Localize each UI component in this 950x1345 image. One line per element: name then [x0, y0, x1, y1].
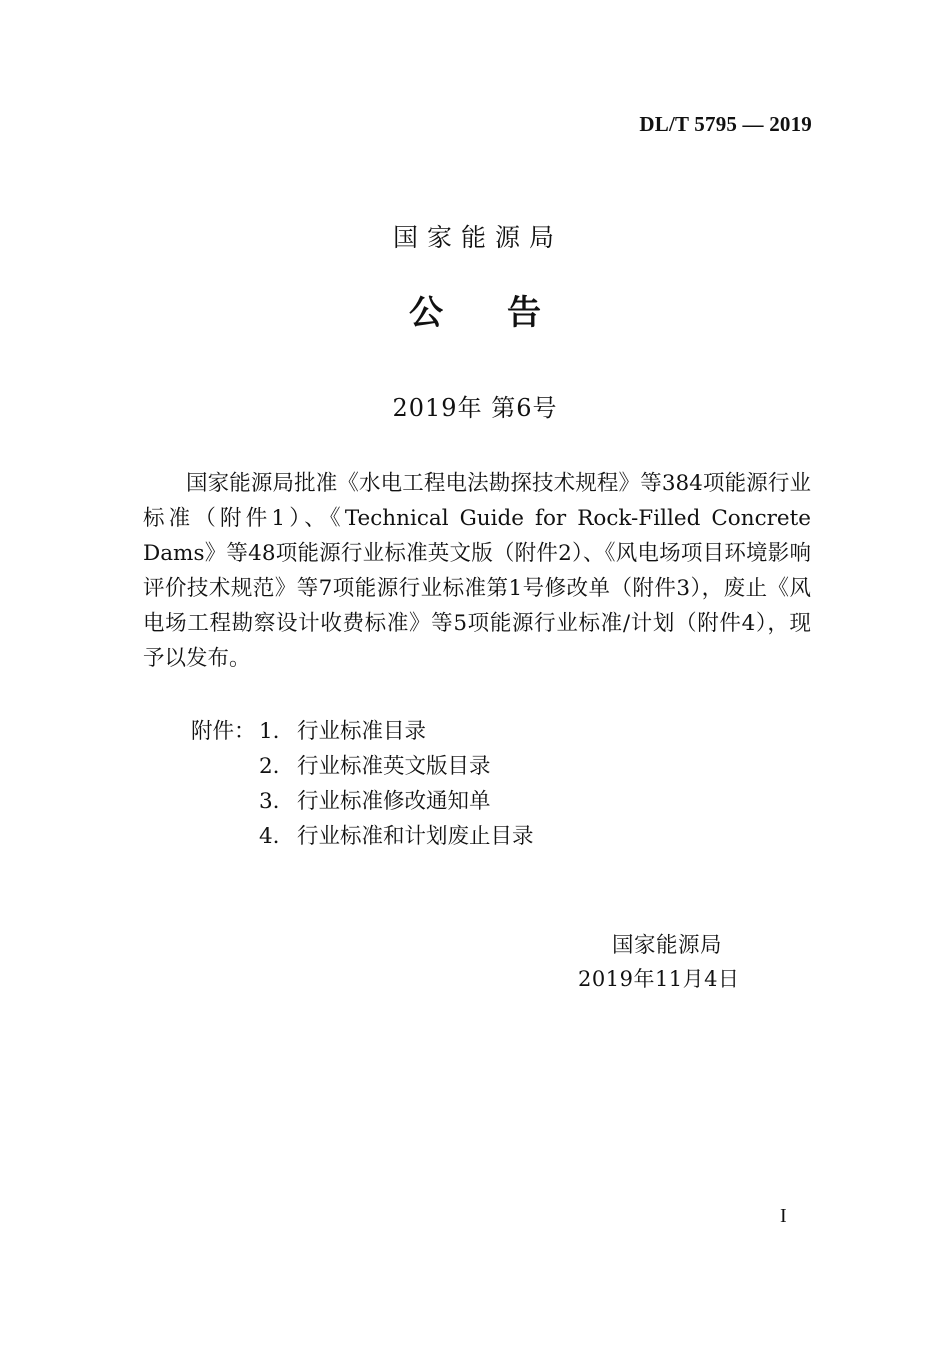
attachment-list	[191, 714, 534, 854]
signature-organization: 国家能源局	[612, 933, 723, 958]
page-number: I	[780, 1205, 787, 1227]
announcement-body: 国家能源局批准《水电工程电法勘探技术规程》等384项能源行业标准（附件1）、《Technical Guide for Rock-Filled Concrete Dams》等48项能源行业标准英文版（附件2）、《风电场项目环境影响评价技术规范》等7项能源行业标准第1号修改单（附件3），废止《风电场工程勘察设计收费标准》等5项能源行业标准/计划（附件4），现予以发布。	[143, 471, 811, 671]
attachment-number: 4.	[259, 824, 280, 849]
announcement-number: 2019年 第6号	[392, 394, 558, 422]
attachment-label: 行业标准目录	[297, 719, 427, 744]
attachment-label: 行业标准和计划废止目录	[297, 824, 534, 849]
document-code: DL/T 5795 — 2019	[639, 112, 812, 136]
issuer-heading: 国家能源局	[392, 223, 563, 252]
attachment-item	[191, 784, 534, 819]
attachment-number: 2.	[259, 754, 280, 779]
attachment-label: 行业标准英文版目录	[297, 754, 491, 779]
attachment-number: 3.	[259, 789, 280, 814]
attachment-item	[191, 819, 534, 854]
attachment-item	[191, 749, 534, 784]
announcement-title: 公告	[409, 293, 605, 333]
attachment-item	[191, 714, 534, 749]
attachment-number: 1.	[259, 719, 280, 744]
signature-date: 2019年11月4日	[578, 967, 740, 991]
attachment-label: 行业标准修改通知单	[297, 789, 491, 814]
attachment-prefix: 附件：	[191, 719, 256, 744]
